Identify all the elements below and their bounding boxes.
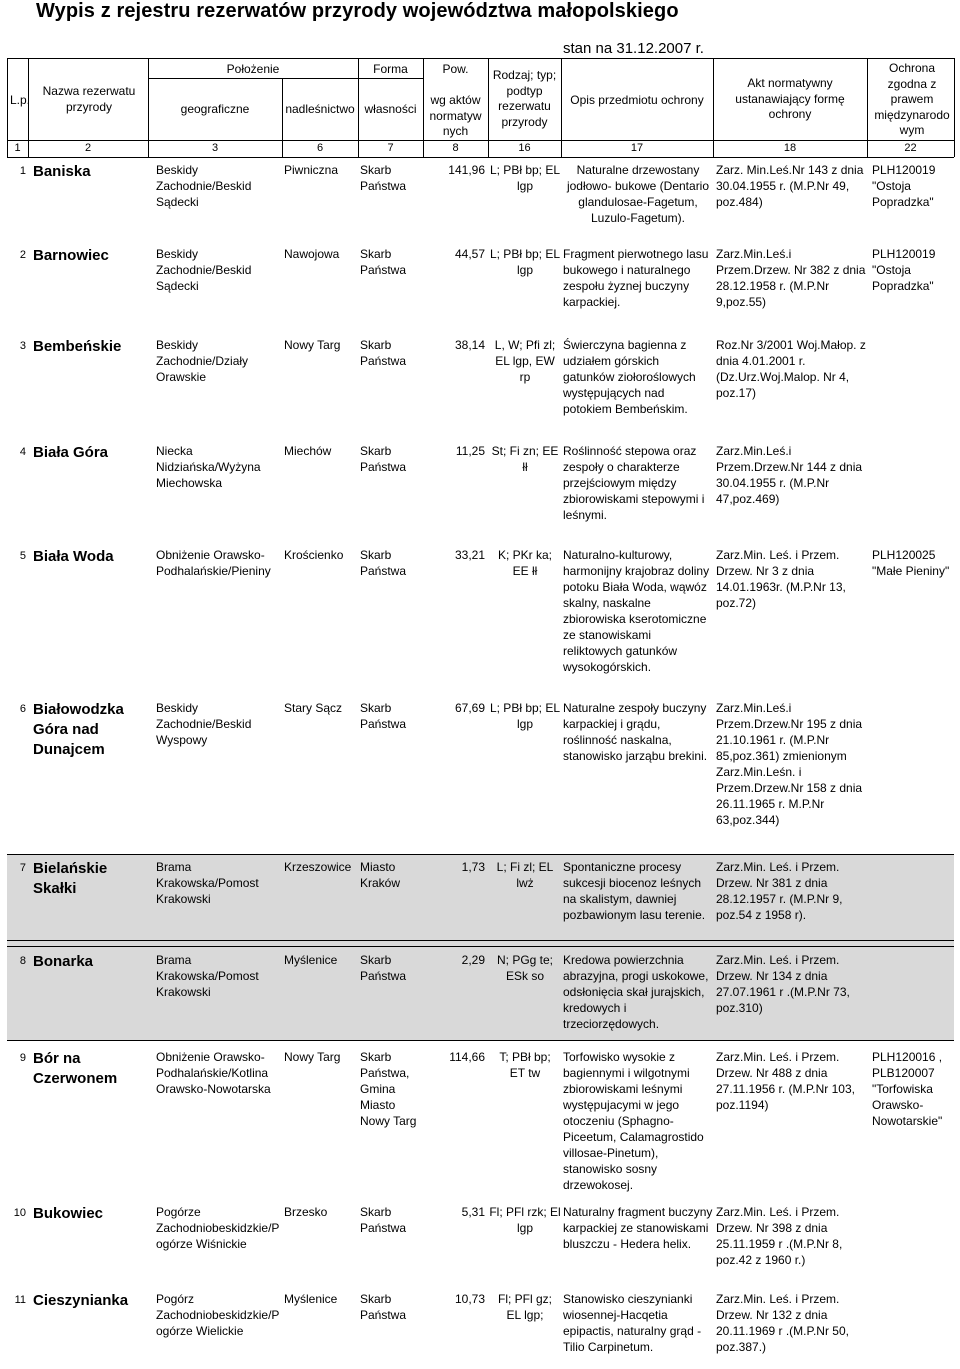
row-shade-rule: [7, 854, 954, 855]
header-type: Rodzaj; typ; podtyp rezerwatu przyrody: [492, 68, 557, 129]
protection-subject: Naturalne drzewostany jodłowo- bukowe (Dentario glandulosae-Fagetum, Luzulo-Fagetum).: [566, 163, 710, 225]
reserve-name: Bór na Czerwonem: [33, 1050, 118, 1087]
area-ha: 11,25: [455, 444, 485, 458]
reserve-name: Białowodzka Góra nad Dunajcem: [33, 701, 124, 758]
area-ha: 2,29: [461, 953, 485, 967]
protection-subject: Torfowisko wysokie z bagiennymi i wilgotnymi zbiorowiskami leśnymi występujacymi w jego otoczeniu (Sphagno- Piceetum, Calamagrostido villosae-Pinetum), stanowisko sosny drzewokosej.: [563, 1050, 704, 1192]
column-numbers-rule: [7, 157, 954, 158]
geo-location: Pogórz Zachodniobeskidzkie/P ogórze Wielickie: [156, 1292, 280, 1338]
row-shade-rule: [7, 1040, 954, 1041]
row-lp: 8: [19, 955, 26, 967]
protection-subject: Naturalno-kulturowy, harmonijny krajobraz doliny potoku Biała Woda, wąwóz skalny, naskalne zbiorowiska kserotomiczne ze stanowiskami reliktowych gatunków wysokogórskich.: [563, 548, 710, 674]
legal-act: Zarz.Min.Leś.i Przem.Drzew. Nr 382 z dnia 28.12.1958 r. (M.P.Nr 9,poz.55): [716, 247, 866, 309]
geo-location: Beskidy Zachodnie/Beskid Wyspowy: [156, 701, 252, 747]
column-number: 2: [84, 142, 92, 154]
reserve-name: Biała Woda: [33, 548, 114, 565]
as-of-date: stan na 31.12.2007 r.: [563, 40, 704, 57]
geo-location: Brama Krakowska/Pomost Krakowski: [156, 953, 259, 999]
header-location: Położenie: [226, 62, 280, 76]
geo-location: Obniżenie Orawsko- Podhalańskie/Pieniny: [156, 548, 271, 578]
row-shade-rule: [7, 940, 954, 941]
header-top-rule: [7, 58, 954, 59]
ownership: Skarb Państwa: [360, 247, 407, 277]
area-ha: 141,96: [448, 163, 485, 177]
header-sub-rule: [148, 78, 423, 79]
international-protection: PLH120019 "Ostoja Popradzka": [872, 247, 936, 293]
area-ha: 67,69: [454, 701, 485, 715]
forestry-district: Krościenko: [284, 548, 344, 562]
protection-subject: Naturalne zespoły buczyny karpackiej i grądu, roślinność naskalna, stanowisko jarząbu brekini.: [563, 701, 708, 763]
forestry-district: Myślenice: [284, 1292, 338, 1306]
reserve-type: Fl; PFl gz; EL lgp;: [497, 1292, 552, 1322]
column-number: 7: [387, 142, 394, 154]
forestry-district: Nowy Targ: [284, 338, 341, 352]
header-description: Opis przedmiotu ochrony: [570, 93, 704, 107]
header-area-top: Pow.: [442, 62, 469, 76]
protection-subject: Fragment pierwotnego lasu bukowego i naturalnego zespołu żyznej buczyny karpackiej.: [563, 247, 709, 309]
area-ha: 44,57: [454, 247, 485, 261]
reserve-type: L, W; Pfi zl; EL lgp, EW rp: [494, 338, 556, 384]
header-intl: Ochrona zgodna z prawem międzynarodo wym: [874, 61, 950, 137]
ownership: Skarb Państwa: [360, 953, 407, 983]
area-ha: 1,73: [461, 860, 485, 874]
legal-act: Zarz.Min. Leś. i Przem. Drzew. Nr 3 z dnia 14.01.1963r. (M.P.Nr 13, poz.72): [716, 548, 846, 610]
reserve-type: L; Fi zl; EL lwż: [496, 860, 554, 890]
reserve-name: Cieszynianka: [33, 1292, 129, 1309]
column-number: 16: [518, 142, 531, 154]
column-number: 18: [783, 142, 797, 154]
protection-subject: Stanowisko cieszynianki wiosennej-Hacqetia epipactis, naturalny grąd - Tilio Carpinetum.: [563, 1292, 702, 1354]
protection-subject: Świerczyna bagienna z udziałem górskich gatunków ziołoroślowych występujących nad potokiem Bembeńskim.: [563, 338, 696, 416]
row-lp: 6: [19, 703, 26, 715]
row-lp: 10: [13, 1207, 26, 1219]
protection-subject: Spontaniczne procesy sukcesji biocenoz leśnych na skalistym, dawniej pozbawionym lasu terenie.: [563, 860, 706, 922]
column-number: 17: [630, 142, 644, 154]
area-ha: 114,66: [449, 1050, 485, 1064]
ownership: Skarb Państwa: [360, 1292, 407, 1322]
geo-location: Obniżenie Orawsko- Podhalańskie/Kotlina Orawsko-Nowotarska: [156, 1050, 271, 1096]
header-ownership-top: Forma: [373, 62, 408, 76]
reserve-name: Biała Góra: [33, 444, 109, 461]
legal-act: Zarz.Min.Leś.i Przem.Drzew.Nr 195 z dnia 21.10.1961 r. (M.P.Nr 85,poz.361) zmienionym Zarz.Min.Leśn. i Przem.Drzew.Nr 158 z dnia 26.11.1965 r. M.P.Nr 63,poz.344): [716, 701, 863, 827]
international-protection: PLH120016 , PLB120007 "Torfowiska Orawsko- Nowotarskie": [872, 1050, 943, 1128]
column-number: 6: [316, 142, 324, 154]
legal-act: Zarz.Min. Leś. i Przem. Drzew. Nr 381 z dnia 28.12.1957 r. (M.P.Nr 9, poz.54 z 1958 r).: [716, 860, 843, 922]
area-ha: 5,31: [461, 1205, 485, 1219]
reserve-name: Baniska: [33, 163, 91, 180]
reserve-name: Bembeńskie: [33, 338, 122, 355]
header-ownership-bottom: własności: [364, 102, 417, 116]
ownership: Skarb Państwa, Gmina Miasto Nowy Targ: [360, 1050, 417, 1128]
protection-subject: Naturalny fragment buczyny karpackiej ze stanowiskami bluszczu - Hedera helix.: [563, 1205, 713, 1251]
row-shade-rule: [7, 946, 954, 947]
row-lp: 1: [19, 165, 26, 177]
protection-subject: Roślinność stepowa oraz zespoły o charakterze przejściowym między zbiorowiskami stepowymi i leśnymi.: [563, 444, 705, 522]
geo-location: Beskidy Zachodnie/Beskid Sądecki: [156, 247, 252, 293]
header-act: Akt normatywny ustanawiający formę ochrony: [735, 76, 845, 121]
header-lp: L.p.: [9, 93, 30, 107]
area-ha: 38,14: [454, 338, 485, 352]
row-lp: 9: [19, 1052, 26, 1064]
header-geo: geograficzne: [180, 102, 250, 116]
legal-act: Zarz.Min. Leś. i Przem. Drzew. Nr 488 z dnia 27.11.1956 r. (M.P.Nr 103, poz.1194): [716, 1050, 855, 1112]
row-lp: 4: [19, 446, 26, 458]
geo-location: Pogórze Zachodniobeskidzkie/P ogórze Wiśnickie: [156, 1205, 280, 1251]
page-title: Wypis z rejestru rezerwatów przyrody województwa małopolskiego: [36, 0, 679, 22]
forestry-district: Nawojowa: [284, 247, 340, 261]
forestry-district: Myślenice: [284, 953, 338, 967]
legal-act: Zarz.Min. Leś. i Przem. Drzew. Nr 398 z dnia 25.11.1959 r .(M.P.Nr 8, poz.42 z 1960 r.): [716, 1205, 843, 1267]
header-area-bottom: wg aktów normatyw nych: [429, 93, 482, 138]
ownership: Skarb Państwa: [360, 1205, 407, 1235]
reserve-name: Bonarka: [33, 953, 94, 970]
legal-act: Roz.Nr 3/2001 Woj.Małop. z dnia 4.01.2001 r. (Dz.Urz.Woj.Malop. Nr 4, poz.17): [716, 338, 866, 400]
forestry-district: Stary Sącz: [284, 701, 343, 715]
area-ha: 33,21: [454, 548, 485, 562]
reserve-type: St; Fi zn; EE łł: [491, 444, 559, 474]
international-protection: PLH120025 "Małe Pieniny": [872, 548, 950, 578]
ownership: Skarb Państwa: [360, 338, 407, 368]
ownership: Miasto Kraków: [360, 860, 401, 890]
row-lp: 7: [19, 862, 26, 874]
reserve-type: L; PBł bp; EL lgp: [489, 247, 561, 277]
forestry-district: Krzeszowice: [284, 860, 352, 874]
header-forestry: nadleśnictwo: [285, 102, 355, 116]
ownership: Skarb Państwa: [360, 163, 407, 193]
reserve-name: Bielańskie Skałki: [33, 860, 108, 897]
row-lp: 3: [19, 340, 26, 352]
column-number: 8: [452, 142, 459, 154]
column-number: 22: [904, 142, 917, 154]
column-number: 3: [211, 142, 219, 154]
geo-location: Brama Krakowska/Pomost Krakowski: [156, 860, 259, 906]
row-lp: 2: [19, 249, 26, 261]
forestry-district: Piwniczna: [284, 163, 339, 177]
geo-location: Beskidy Zachodnie/Beskid Sądecki: [156, 163, 252, 209]
row-lp: 11: [14, 1294, 26, 1306]
reserve-type: K; PKr ka; EE łł: [497, 548, 553, 578]
reserve-type: Fl; PFl rzk; El lgp: [489, 1205, 561, 1235]
forestry-district: Miechów: [284, 444, 332, 458]
legal-act: Zarz. Min.Leś.Nr 143 z dnia 30.04.1955 r. (M.P.Nr 49, poz.484): [716, 163, 864, 209]
international-protection: PLH120019 "Ostoja Popradzka": [872, 163, 936, 209]
reserve-type: T; PBł bp; ET tw: [499, 1050, 551, 1080]
geo-location: Niecka Nidziańska/Wyżyna Miechowska: [156, 444, 261, 490]
reserve-name: Bukowiec: [33, 1205, 104, 1222]
reserve-type: L; PBł bp; EL lgp: [489, 163, 561, 193]
ownership: Skarb Państwa: [360, 548, 407, 578]
area-ha: 10,73: [454, 1292, 485, 1306]
row-lp: 5: [19, 550, 26, 562]
legal-act: Zarz.Min. Leś. i Przem. Drzew. Nr 134 z dnia 27.07.1961 r .(M.P.Nr 73, poz.310): [716, 953, 850, 1015]
reserve-type: N; PGg te; ESk so: [496, 953, 554, 983]
header-name: Nazwa rezerwatu przyrody: [42, 84, 136, 114]
protection-subject: Kredowa powierzchnia abrazyjna, progi uskokowe, odsłonięcia skał jurajskich, kredowych i trzeciorzędowych.: [563, 953, 709, 1031]
reserve-type: L; PBł bp; EL lgp: [489, 701, 561, 731]
legal-act: Zarz.Min. Leś. i Przem. Drzew. Nr 132 z dnia 20.11.1969 r .(M.P.Nr 50, poz.387.): [716, 1292, 849, 1354]
legal-act: Zarz.Min.Leś.i Przem.Drzew.Nr 144 z dnia 30.04.1955 r. (M.P.Nr 47,poz.469): [716, 444, 863, 506]
forestry-district: Nowy Targ: [284, 1050, 341, 1064]
reserve-name: Barnowiec: [33, 247, 109, 264]
ownership: Skarb Państwa: [360, 444, 407, 474]
ownership: Skarb Państwa: [360, 701, 407, 731]
column-number: 1: [14, 142, 21, 154]
geo-location: Beskidy Zachodnie/Działy Orawskie: [156, 338, 249, 384]
forestry-district: Brzesko: [284, 1205, 328, 1219]
